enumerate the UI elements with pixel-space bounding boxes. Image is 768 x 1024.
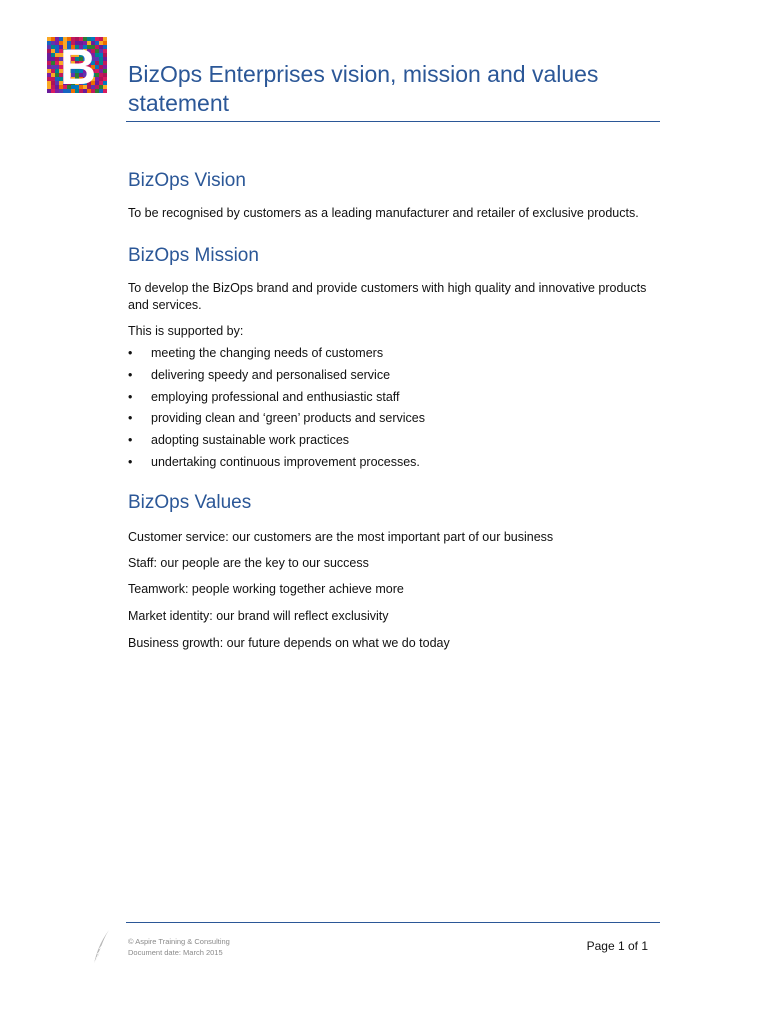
bullet-icon: • [128,367,133,382]
page-number: Page 1 of 1 [586,939,648,953]
logo-letter: B [59,39,97,93]
mission-supported-by: This is supported by: [128,324,244,338]
bullet-icon: • [128,389,133,404]
footer-copyright: © Aspire Training & Consulting [128,937,230,946]
bizops-logo [47,37,107,93]
mission-heading: BizOps Mission [128,245,259,266]
mission-bullet-list [128,345,658,476]
list-item [128,410,658,432]
vision-heading: BizOps Vision [128,170,246,191]
footer-divider [126,922,660,923]
value-item: Business growth: our future depends on what we do today [128,636,450,650]
list-item-text: employing professional and enthusiastic staff [151,389,400,404]
list-item-text: providing clean and ‘green’ products and services [151,411,426,426]
list-item-text: adopting sustainable work practices [151,433,350,448]
vision-text: To be recognised by customers as a leading manufacturer and retailer of exclusive products. [128,206,639,220]
list-item-text: delivering speedy and personalised service [151,367,391,382]
value-item: Teamwork: people working together achieve more [128,582,404,596]
list-item [128,389,658,411]
bullet-icon: • [128,433,133,448]
bullet-icon: • [128,454,133,469]
title-divider [126,121,660,122]
value-item: Staff: our people are the key to our success [128,556,369,570]
mission-text: To develop the BizOps brand and provide customers with high quality and innovative products and services. [128,281,647,312]
list-item-text: meeting the changing needs of customers [151,346,384,360]
value-item: Customer service: our customers are the most important part of our business [128,530,554,544]
aspire-feather-icon [90,928,112,966]
list-item [128,432,658,454]
values-heading: BizOps Values [128,492,252,513]
list-item [128,367,658,389]
value-item: Market identity: our brand will reflect exclusivity [128,609,389,623]
document-title: BizOps Enterprises vision, mission and values statement [128,61,599,116]
list-item [128,345,658,367]
bullet-icon: • [128,411,133,426]
footer-document-date: Document date: March 2015 [128,948,223,957]
list-item-text: undertaking continuous improvement processes. [151,454,420,469]
list-item [128,454,658,476]
bullet-icon: • [128,346,133,360]
